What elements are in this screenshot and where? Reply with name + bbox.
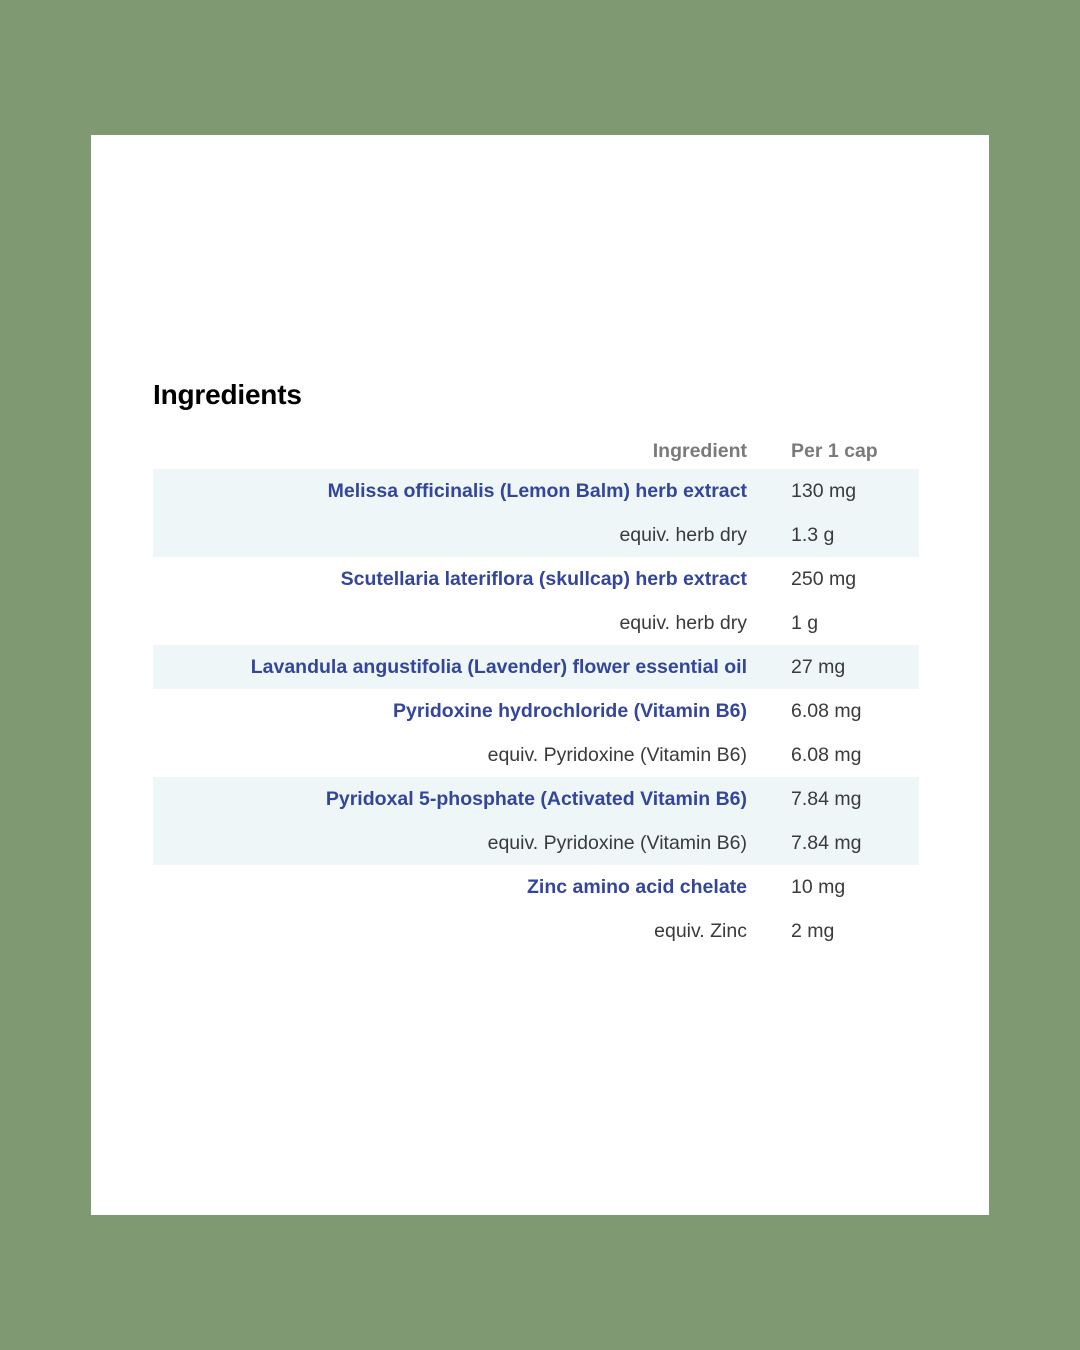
equivalent-name: equiv. Pyridoxine (Vitamin B6) <box>487 831 747 854</box>
equivalent-amount: 7.84 mg <box>791 831 862 854</box>
equivalent-amount: 1.3 g <box>791 523 835 546</box>
ingredient-name[interactable]: Zinc amino acid chelate <box>527 875 747 898</box>
equivalent-amount: 2 mg <box>791 919 835 942</box>
ingredient-name[interactable]: Scutellaria lateriflora (skullcap) herb extract <box>340 567 747 590</box>
section-title: Ingredients <box>153 379 302 410</box>
table-row <box>153 645 919 689</box>
table-row <box>153 909 919 953</box>
ingredient-amount: 7.84 mg <box>791 787 862 810</box>
ingredients-table <box>153 431 919 953</box>
table-row <box>153 557 919 601</box>
header-ingredient: Ingredient <box>652 440 747 462</box>
ingredient-name[interactable]: Lavandula angustifolia (Lavender) flower essential oil <box>250 655 747 678</box>
table-row <box>153 513 919 557</box>
equivalent-name: equiv. Zinc <box>654 919 747 942</box>
ingredient-amount: 27 mg <box>791 655 846 678</box>
equivalent-name: equiv. herb dry <box>619 523 747 546</box>
ingredient-amount: 6.08 mg <box>791 699 862 722</box>
equivalent-name: equiv. Pyridoxine (Vitamin B6) <box>487 743 747 766</box>
table-row <box>153 821 919 865</box>
table-row <box>153 469 919 513</box>
table-header <box>153 431 919 469</box>
ingredient-name[interactable]: Melissa officinalis (Lemon Balm) herb extract <box>327 479 747 502</box>
table-row <box>153 601 919 645</box>
table-row <box>153 733 919 777</box>
table-row <box>153 689 919 733</box>
equivalent-amount: 6.08 mg <box>791 743 862 766</box>
ingredient-amount: 250 mg <box>791 567 857 590</box>
ingredient-name[interactable]: Pyridoxal 5-phosphate (Activated Vitamin B6) <box>325 787 747 810</box>
equivalent-name: equiv. herb dry <box>619 611 747 634</box>
table-row <box>153 777 919 821</box>
ingredient-name[interactable]: Pyridoxine hydrochloride (Vitamin B6) <box>393 699 747 722</box>
ingredients-card <box>91 135 989 1215</box>
ingredient-amount: 10 mg <box>791 875 846 898</box>
equivalent-amount: 1 g <box>791 611 819 634</box>
ingredient-amount: 130 mg <box>791 479 857 502</box>
header-amount: Per 1 cap <box>791 440 878 462</box>
table-row <box>153 865 919 909</box>
